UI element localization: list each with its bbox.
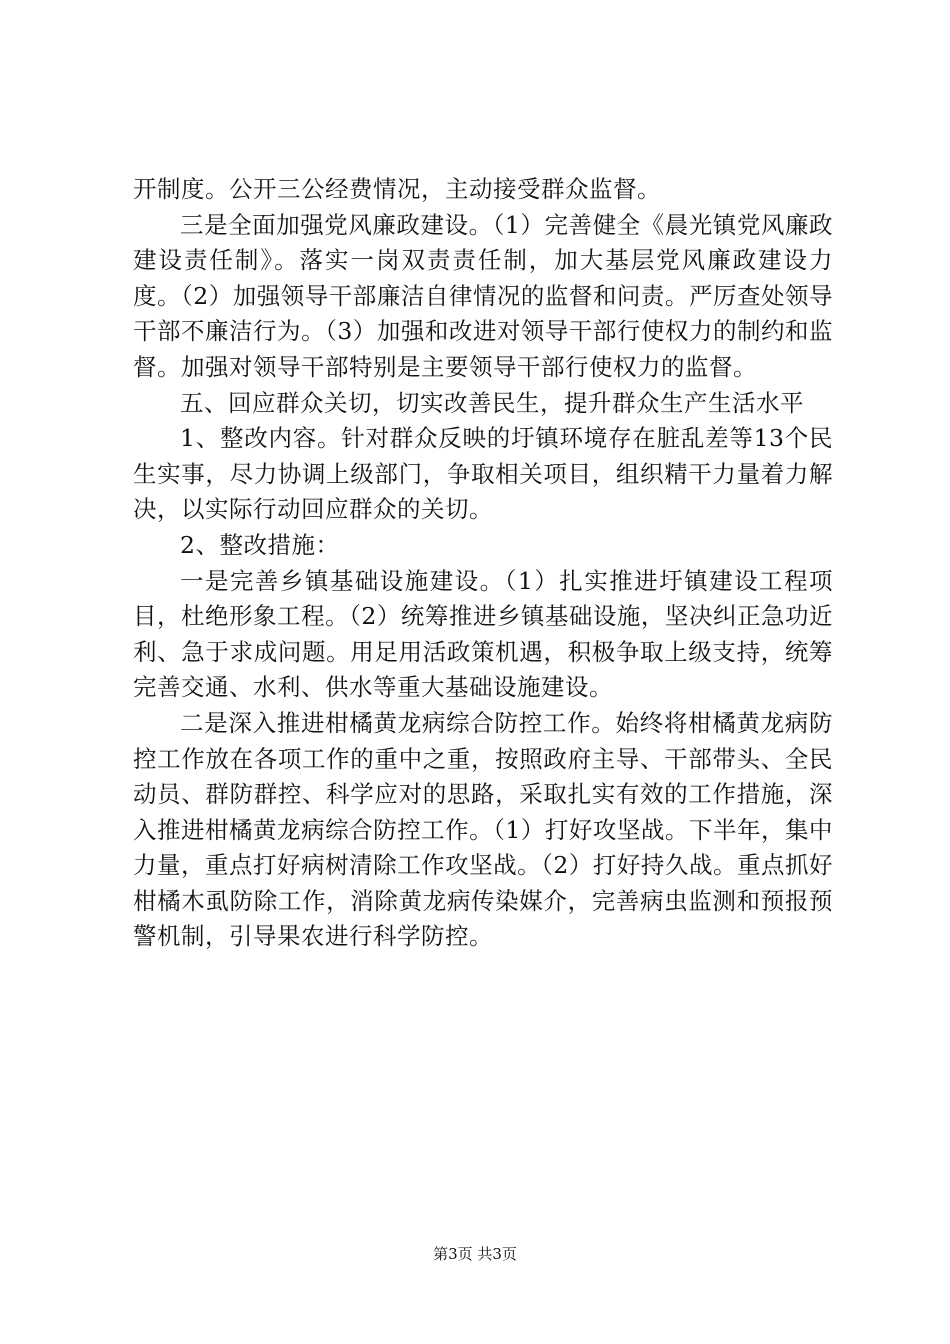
body-text	[133, 172, 833, 955]
paragraph-infrastructure: 一是完善乡镇基础设施建设。（1）扎实推进圩镇建设工程项目，杜绝形象工程。（2）统筹推进乡镇基础设施，坚决纠正急功近利、急于求成问题。用足用活政策机遇，积极争取上级支持，统筹完善交通、水利、供水等重大基础设施建设。	[133, 566, 833, 702]
section-heading-five: 五、回应群众关切，切实改善民生，提升群众生产生活水平	[180, 388, 804, 417]
paragraph-rectification-measures: 2、整改措施：	[180, 530, 340, 559]
paragraph-citrus-disease: 二是深入推进柑橘黄龙病综合防控工作。始终将柑橘黄龙病防控工作放在各项工作的重中之重，按照政府主导、干部带头、全民动员、群防群控、科学应对的思路，采取扎实有效的工作措施，深入推进柑橘黄龙病综合防控工作。（1）打好攻坚战。下半年，集中力量，重点打好病树清除工作攻坚战。（2）打好持久战。重点抓好柑橘木虱防除工作，消除黄龙病传染媒介，完善病虫监测和预报预警机制，引导果农进行科学防控。	[133, 708, 833, 951]
paragraph-party-conduct: 三是全面加强党风廉政建设。（1）完善健全《晨光镇党风廉政建设责任制》。落实一岗双责责任制，加大基层党风廉政建设力度。（2）加强领导干部廉洁自律情况的监督和问责。严厉查处领导干部不廉洁行为。（3）加强和改进对领导干部行使权力的制约和监督。加强对领导干部特别是主要领导干部行使权力的监督。	[133, 210, 833, 381]
paragraph-rectification-content: 1、整改内容。针对群众反映的圩镇环境存在脏乱差等13个民生实事，尽力协调上级部门，争取相关项目，组织精干力量着力解决，以实际行动回应群众的关切。	[133, 424, 833, 524]
page-number-footer: 第3页 共3页	[433, 1245, 517, 1263]
paragraph-continuation: 开制度。公开三公经费情况，主动接受群众监督。	[133, 175, 661, 203]
